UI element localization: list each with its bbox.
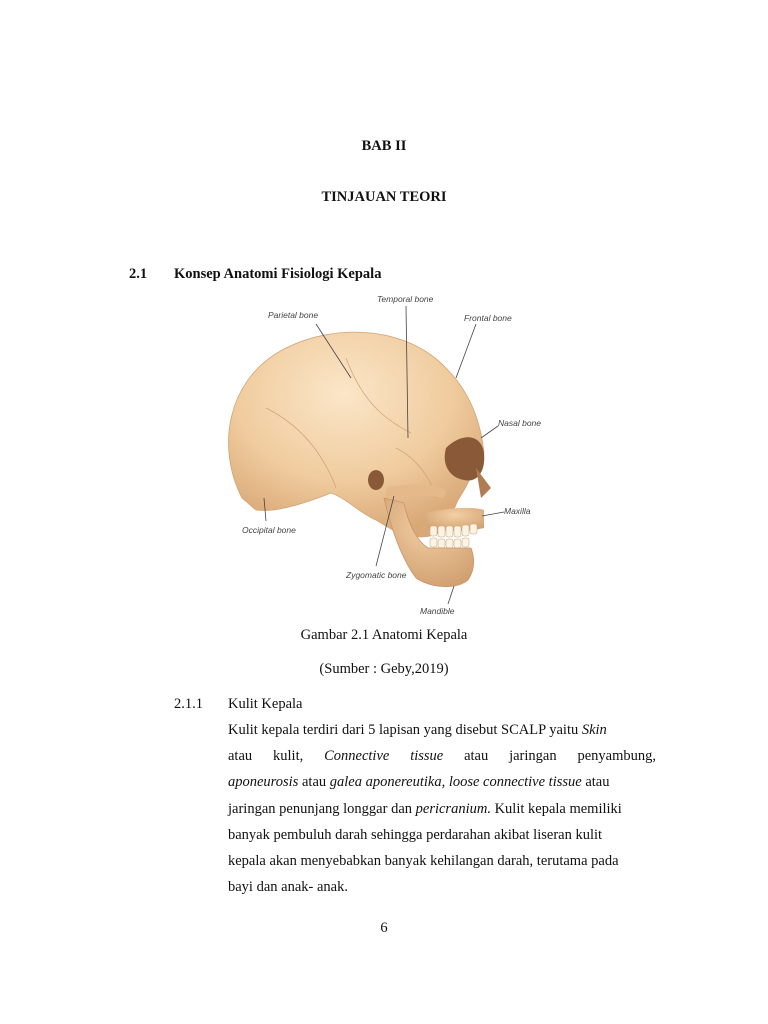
paragraph-line-3: aponeurosis atau galea aponereutika, loose connective tissue atau (228, 774, 610, 791)
ear-canal-shape (368, 470, 384, 490)
subsection-title: Kulit Kepala (228, 696, 303, 712)
page-number: 6 (380, 920, 388, 936)
label-nasal: Nasal bone (498, 418, 542, 428)
paragraph-line-4: jaringan penunjang longgar dan pericranium. Kulit kepala memiliki (228, 800, 622, 817)
section-title: Konsep Anatomi Fisiologi Kepala (174, 266, 382, 282)
cranium-shape (229, 332, 484, 537)
label-zygomatic: Zygomatic bone (346, 570, 407, 580)
paragraph-line-2: atau kulit, Connective tissue atau jaringan penyambung, (228, 748, 656, 765)
label-parietal: Parietal bone (268, 310, 319, 320)
figure-caption: Gambar 2.1 Anatomi Kepala (300, 627, 468, 643)
subsection-number: 2.1.1 (174, 696, 203, 712)
paragraph-line-1: Kulit kepala terdiri dari 5 lapisan yang disebut SCALP yaitu Skin (228, 722, 607, 738)
label-occipital: Occipital bone (242, 525, 296, 535)
lower-teeth (430, 538, 469, 548)
section-number: 2.1 (129, 266, 148, 282)
figure-source: (Sumber : Geby,2019) (319, 661, 449, 677)
paragraph-kulit-kepala (228, 717, 656, 900)
label-maxilla: Maxilla (504, 506, 531, 516)
chapter-title: TINJAUAN TEORI (321, 189, 447, 205)
paragraph-line-6: kepala akan menyebabkan banyak kehilangan darah, terutama pada (228, 853, 619, 870)
chapter-heading: BAB II (361, 138, 407, 154)
label-frontal: Frontal bone (464, 313, 512, 323)
label-mandible: Mandible (420, 606, 455, 616)
paragraph-line-5: banyak pembuluh darah sehingga perdarahan akibat liseran kulit (228, 826, 603, 843)
skull-anatomy-figure (146, 288, 558, 620)
label-temporal: Temporal bone (377, 294, 434, 304)
paragraph-line-7: bayi dan anak- anak. (228, 879, 348, 896)
